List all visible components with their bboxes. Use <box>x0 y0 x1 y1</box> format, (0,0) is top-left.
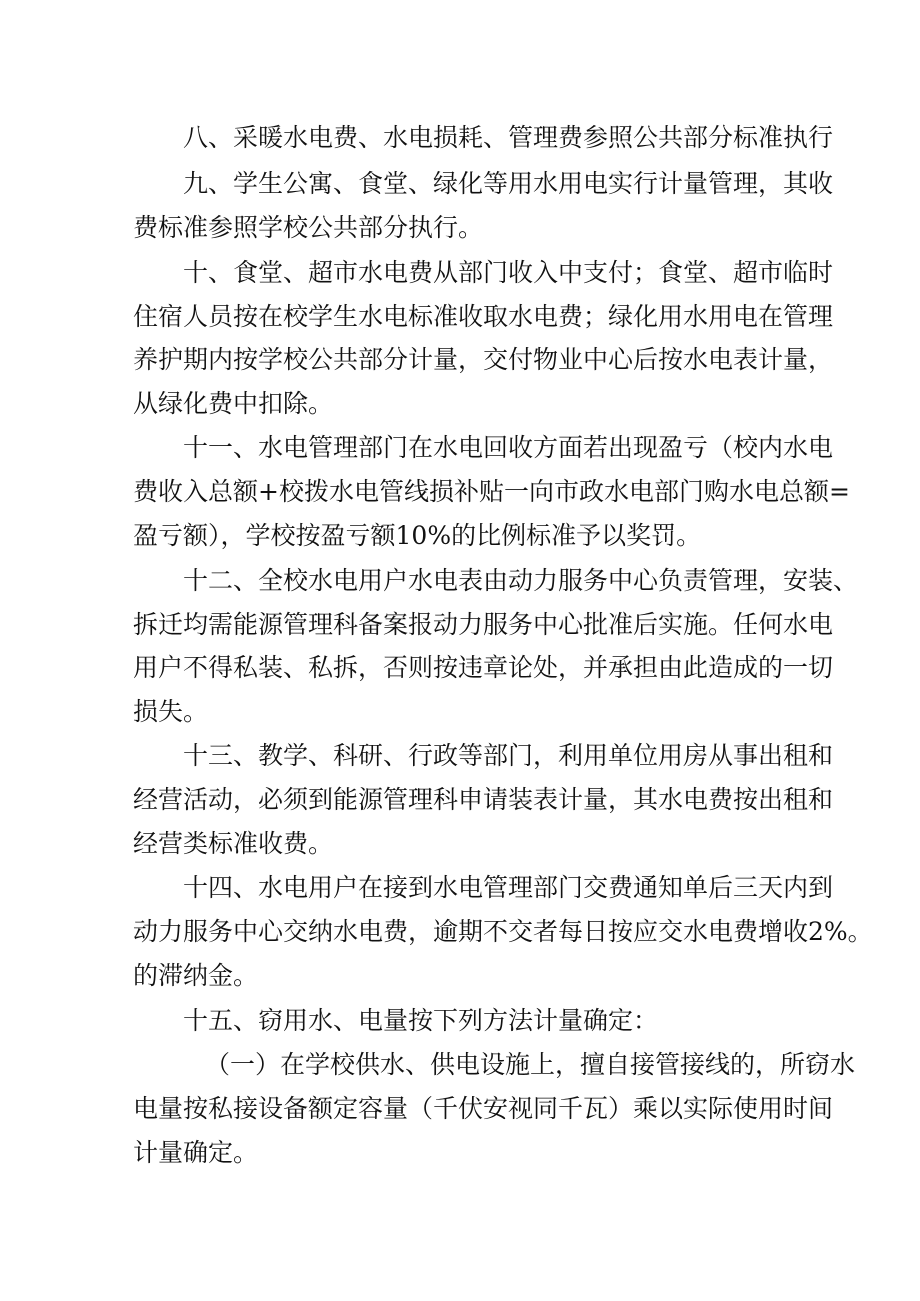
paragraph-10-line-4: 从绿化费中扣除。 <box>133 389 334 418</box>
paragraph-12-line-4: 损失。 <box>133 697 209 726</box>
paragraph-13-line-2: 经营活动，必须到能源管理科申请装表计量，其水电费按出租和 <box>133 785 834 814</box>
paragraph-13-line-1: 十三、教学、科研、行政等部门，利用单位用房从事出租和 <box>183 741 834 770</box>
paragraph-8-line-1: 八、采暖水电费、水电损耗、管理费参照公共部分标准执行 <box>183 123 834 152</box>
paragraph-11-line-1: 十一、水电管理部门在水电回收方面若出现盈亏（校内水电 <box>183 433 834 462</box>
paragraph-13-line-3: 经营类标准收费。 <box>133 829 334 858</box>
paragraph-12-line-1: 十二、全校水电用户水电表由动力服务中心负责管理，安装、 <box>183 566 859 595</box>
paragraph-11-line-3: 盈亏额），学校按盈亏额10%的比例标准予以奖罚。 <box>133 521 702 550</box>
paragraph-14-line-1: 十四、水电用户在接到水电管理部门交费通知单后三天内到 <box>183 873 834 902</box>
paragraph-14-line-3: 的滞纳金。 <box>133 961 259 990</box>
paragraph-10-line-2: 住宿人员按在校学生水电标准收取水电费；绿化用水用电在管理 <box>133 302 834 331</box>
paragraph-12-line-2: 拆迁均需能源管理科备案报动力服务中心批准后实施。任何水电 <box>133 610 834 639</box>
paragraph-9-line-1: 九、学生公寓、食堂、绿化等用水用电实行计量管理，其收 <box>183 169 834 198</box>
subparagraph-1-line-1: （一）在学校供水、供电设施上，擅自接管接线的，所窃水 <box>205 1050 856 1079</box>
subparagraph-1-line-2: 电量按私接设备额定容量（千伏安视同千瓦）乘以实际使用时间 <box>133 1094 834 1123</box>
paragraph-10-line-1: 十、食堂、超市水电费从部门收入中支付；食堂、超市临时 <box>183 258 834 287</box>
paragraph-12-line-3: 用户不得私装、私拆，否则按违章论处，并承担由此造成的一切 <box>133 653 834 682</box>
paragraph-15-line-1: 十五、窃用水、电量按下列方法计量确定： <box>183 1006 659 1035</box>
paragraph-9-line-2: 费标准参照学校公共部分执行。 <box>133 213 484 242</box>
paragraph-11-line-2: 费收入总额+校拨水电管线损补贴一向市政水电部门购水电总额= <box>133 477 850 506</box>
paragraph-10-line-3: 养护期内按学校公共部分计量，交付物业中心后按水电表计量， <box>133 345 834 374</box>
subparagraph-1-line-3: 计量确定。 <box>133 1138 259 1167</box>
paragraph-14-line-2: 动力服务中心交纳水电费，逾期不交者每日按应交水电费增收2%。 <box>133 917 873 946</box>
